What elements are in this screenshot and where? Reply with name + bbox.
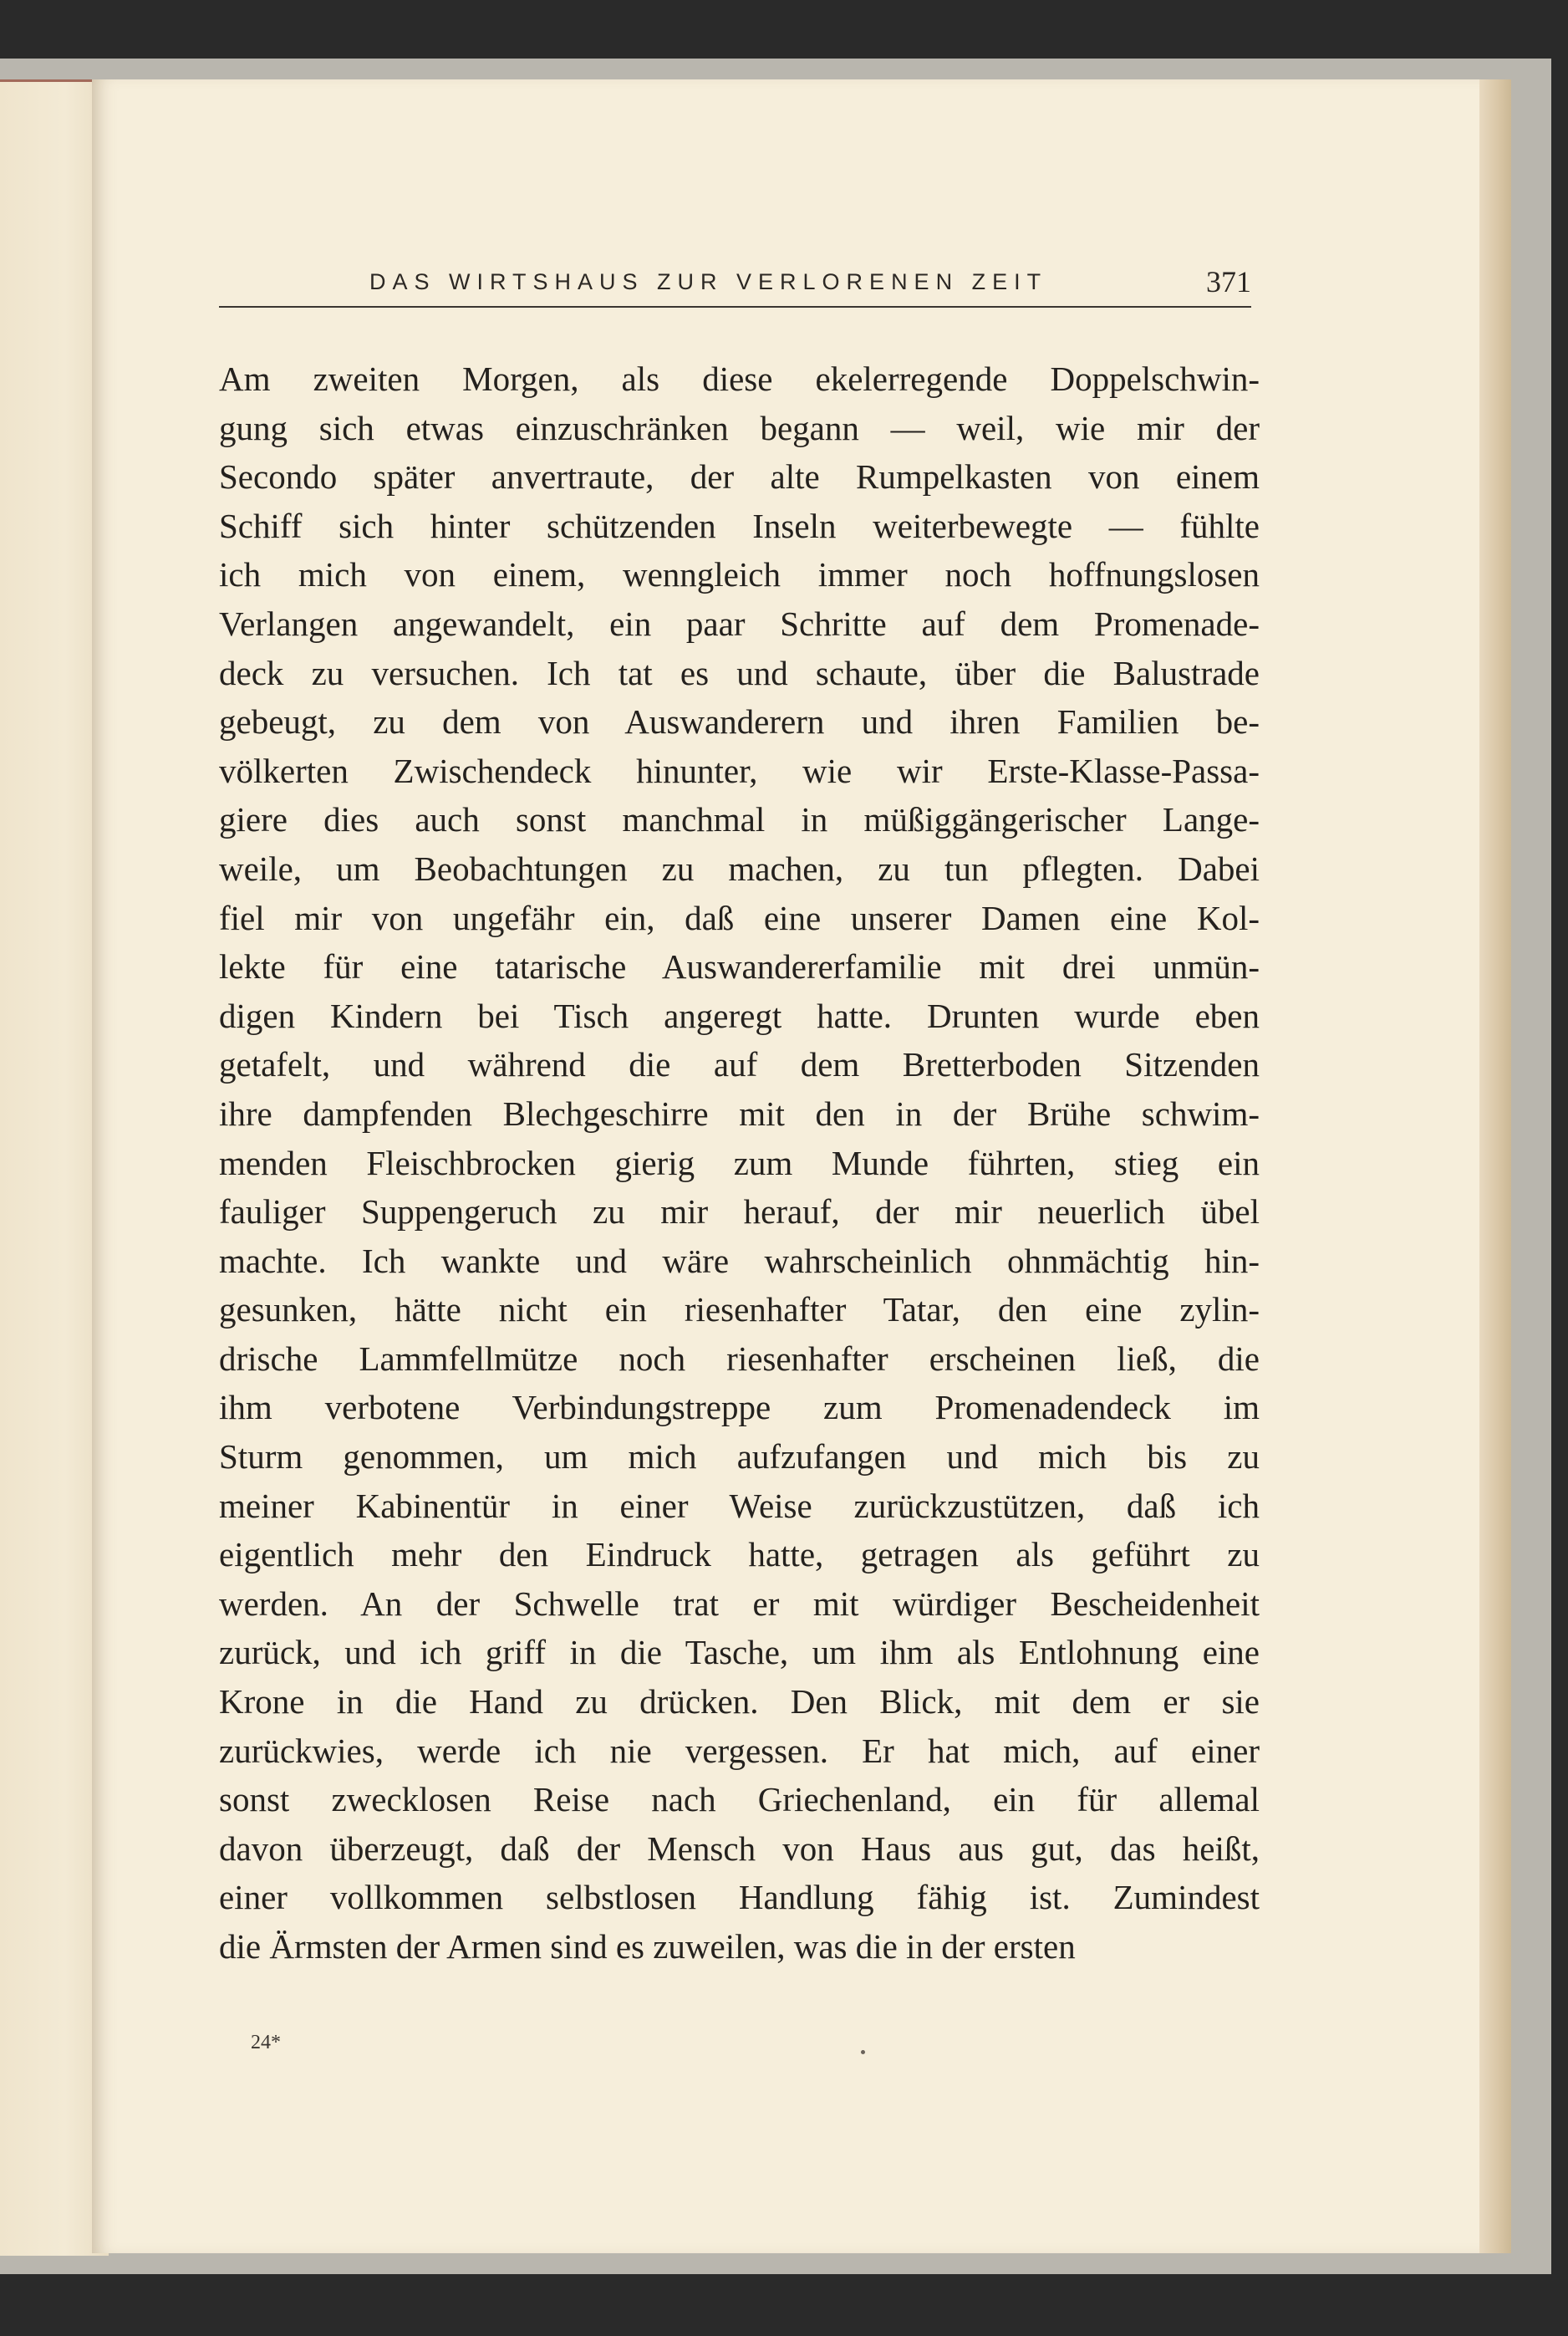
text-line: meiner Kabinentür in einer Weise zurückzustützen, daß ich [219, 1486, 1260, 1525]
text-line: drische Lammfellmütze noch riesenhafter erscheinen ließ, die [219, 1339, 1260, 1378]
text-line: menden Fleischbrocken gierig zum Munde führten, stieg ein [219, 1143, 1260, 1182]
text-line: gebeugt, zu dem von Auswanderern und ihren Familien be- [219, 702, 1260, 742]
text-line: deck zu versuchen. Ich tat es und schaute, über die Balustrade [219, 653, 1260, 692]
text-line: digen Kindern bei Tisch angeregt hatte. Drunten wurde eben [219, 996, 1260, 1035]
text-line: zurückwies, werde ich nie vergessen. Er hat mich, auf einer [219, 1731, 1260, 1770]
text-line: getafelt, und während die auf dem Bretterboden Sitzenden [219, 1045, 1260, 1084]
body-text [219, 354, 1260, 1971]
text-line: völkerten Zwischendeck hinunter, wie wir Erste-Klasse-Passa- [219, 751, 1260, 790]
text-line: gung sich etwas einzuschränken begann — weil, wie mir der [219, 408, 1260, 447]
text-line: Am zweiten Morgen, als diese ekelerregende Doppelschwin- [219, 360, 1260, 398]
text-line: ich mich von einem, wenngleich immer noch hoffnungslosen [219, 555, 1260, 594]
text-line: eigentlich mehr den Eindruck hatte, getragen als geführt zu [219, 1535, 1260, 1574]
page-number: 371 [1206, 265, 1251, 298]
text-line: gesunken, hätte nicht ein riesenhafter Tatar, den eine zylin- [219, 1290, 1260, 1329]
text-line: die Ärmsten der Armen sind es zuweilen, was die in der ersten [219, 1927, 1076, 1966]
text-line: giere dies auch sonst manchmal in müßiggängerischer Lange- [219, 800, 1260, 839]
text-line: zurück, und ich griff in die Tasche, um ihm als Entlohnung eine [219, 1633, 1260, 1672]
text-line: Verlangen angewandelt, ein paar Schritte auf dem Promenade- [219, 604, 1260, 643]
text-line: davon überzeugt, daß der Mensch von Haus aus gut, das heißt, [219, 1829, 1260, 1868]
signature-mark: 24* [251, 2032, 281, 2053]
text-line: machte. Ich wankte und wäre wahrscheinlich ohnmächtig hin- [219, 1241, 1260, 1280]
text-line: ihre dampfenden Blechgeschirre mit den in der Brühe schwim- [219, 1094, 1260, 1133]
text-line: ihm verbotene Verbindungstreppe zum Promenadendeck im [219, 1388, 1260, 1427]
ink-dot [861, 2050, 865, 2054]
text-line: einer vollkommen selbstlosen Handlung fähig ist. Zumindest [219, 1878, 1260, 1917]
text-line: sonst zwecklosen Reise nach Griechenland, ein für allemal [219, 1780, 1260, 1819]
text-line: Schiff sich hinter schützenden Inseln weiterbewegte — fühlte [219, 506, 1260, 545]
running-title: DAS WIRTSHAUS ZUR VERLORENEN ZEIT [369, 269, 1048, 294]
text-line: Secondo später anvertraute, der alte Rumpelkasten von einem [219, 457, 1260, 497]
text-line: werden. An der Schwelle trat er mit würdiger Bescheidenheit [219, 1584, 1260, 1623]
page-fore-edge [1479, 79, 1511, 2253]
text-line: fauliger Suppengeruch zu mir herauf, der mir neuerlich übel [219, 1192, 1260, 1232]
text-line: weile, um Beobachtungen zu machen, zu tun pflegten. Dabei [219, 849, 1260, 888]
text-line: Sturm genommen, um mich aufzufangen und mich bis zu [219, 1437, 1260, 1477]
running-head [219, 265, 1251, 308]
text-line: Krone in die Hand zu drücken. Den Blick, mit dem er sie [219, 1682, 1260, 1721]
text-line: lekte für eine tatarische Auswandererfamilie mit drei unmün- [219, 947, 1260, 987]
text-line: fiel mir von ungefähr ein, daß eine unserer Damen eine Kol- [219, 898, 1260, 937]
